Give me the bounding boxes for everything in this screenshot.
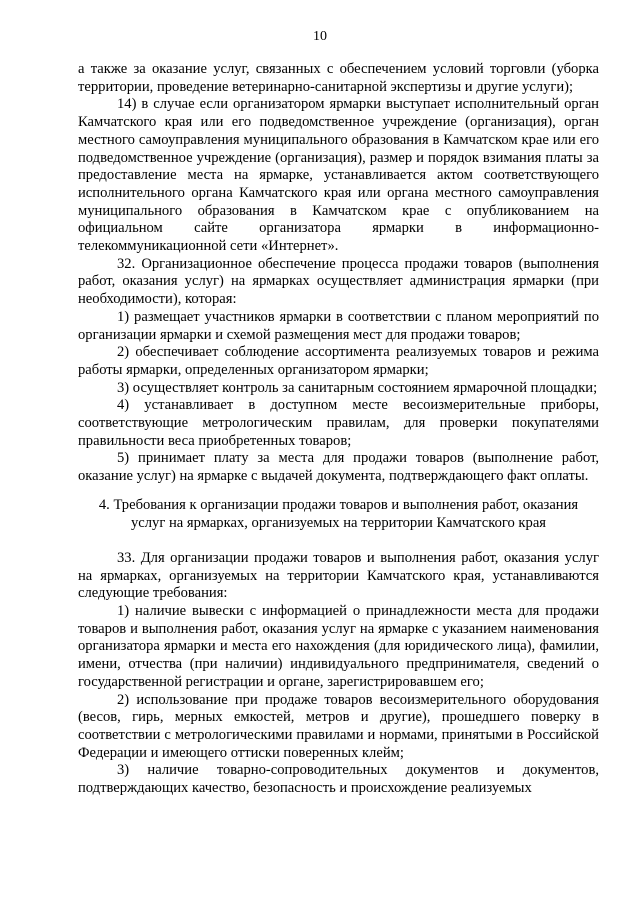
paragraph: 5) принимает плату за места для продажи товаров (выполнение работ, оказание услуг) на ярмарке с выдачей документа, подтверждающего факт оплаты. <box>78 450 599 485</box>
paragraph: а также за оказание услуг, связанных с обеспечением условий торговли (уборка территории, проведение ветеринарно-санитарной экспертизы и другие услуги); <box>78 61 599 95</box>
paragraph: 3) осуществляет контроль за санитарным состоянием ярмарочной площадки; <box>117 379 598 396</box>
section-heading <box>78 496 599 532</box>
paragraph: 1) наличие вывески с информацией о принадлежности места для продажи товаров и выполнения работ, оказания услуг на ярмарке с указанием наименования организатора ярмарки и места его нахождения (для юридического лица), фамилии, имени, отчества (при наличии) индивидуального предпринимателя, сведений о государственной регистрации и органе, зарегистрировавшем его; <box>78 602 599 690</box>
document-body <box>78 61 599 798</box>
paragraph: 33. Для организации продажи товаров и выполнения работ, оказания услуг на ярмарках, организуемых на территории Камчатского края, устанавливаются следующие требования: <box>78 549 599 602</box>
paragraph: 2) использование при продаже товаров весоизмерительного оборудования (весов, гирь, мерных емкостей, метров и другие), прошедшего поверку в соответствии с метрологическими правилами и нормами, принятыми в Российской Федерации и имеющего оттиски поверенных клейм; <box>78 691 599 761</box>
paragraph: 2) обеспечивает соблюдение ассортимента реализуемых товаров и режима работы ярмарки, определенных организатором ярмарки; <box>78 344 599 378</box>
paragraph: 1) размещает участников ярмарки в соответствии с планом мероприятий по организации ярмарки и схемой размещения мест для продажи товаров; <box>78 308 599 343</box>
section-heading-line-1: 4. Требования к организации продажи товаров и выполнения работ, оказания <box>98 496 579 513</box>
paragraph: 14) в случае если организатором ярмарки выступает исполнительный орган Камчатского края или его подведомственное учреждение (организация), орган местного самоуправления муниципального образования в Камчатском крае или его подведомственное учреждение (организация), размер и порядок взимания платы за предоставление места на ярмарке, устанавливается актом соответствующего исполнительного органа Камчатского края или органа местного самоуправления муниципального образования в Камчатском крае с опубликованием на официальном сайте организатора ярмарки в информационно-телекоммуникационной сети «Интернет». <box>78 96 599 255</box>
paragraphs-after-heading <box>78 550 599 798</box>
paragraph: 4) устанавливает в доступном месте весоизмерительные приборы, соответствующие метрологическим правилам, для проверки покупателями правильности веса приобретенных товаров; <box>78 397 599 449</box>
paragraph: 32. Организационное обеспечение процесса продажи товаров (выполнения работ, оказания услуг) на ярмарках осуществляет администрация ярмарки (при необходимости), которая: <box>78 255 599 308</box>
section-heading-line-2: услуг на ярмарках, организуемых на территории Камчатского края <box>130 514 547 531</box>
page-number: 10 <box>313 29 327 44</box>
paragraph: 3) наличие товарно-сопроводительных документов и документов, подтверждающих качество, безопасность и происхождение реализуемых <box>78 762 599 797</box>
paragraphs-before-heading <box>78 61 599 486</box>
